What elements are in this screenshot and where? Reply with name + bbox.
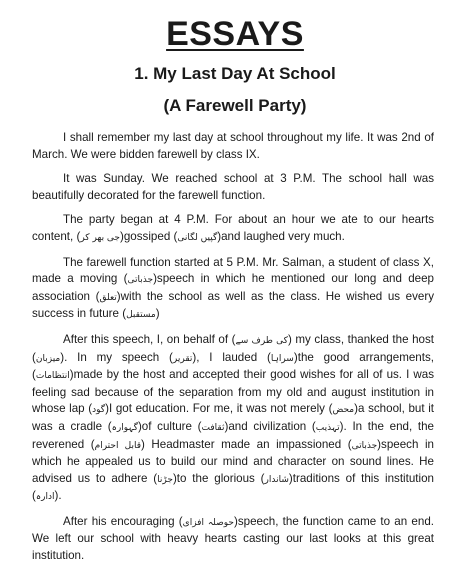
paragraph-text: The party began at 4 P.M. For about an hour we ate to our hearts content, ( [32,213,434,243]
essay-paragraph [32,130,434,163]
paragraph-text: ). In my speech ( [60,350,173,364]
page-heading: ESSAYS [166,15,304,53]
urdu-gloss: انتظامات [35,371,70,382]
paragraph-text: After his encouraging ( [63,514,183,528]
paragraph-text: )speech in which he appealed us to build our mind and character on sound lines. He advised us to adhere ( [32,437,434,485]
urdu-gloss: تعلق [99,292,117,303]
essay-body [32,130,434,573]
paragraph-text: )of culture ( [137,419,202,433]
paragraph-text: After this speech, I, on behalf of ( [63,332,236,346]
urdu-gloss: شاندار [264,474,289,485]
paragraph-text: )traditions of this institution ( [32,471,434,503]
urdu-gloss: گہوارہ [111,422,138,433]
urdu-gloss: تقریر [172,353,193,364]
paragraph-text: ) my class, thanked the host ( [32,332,434,364]
paragraph-text: I shall remember my last day at school throughout my life. It was 2nd of March. We were bidden farewell by class IX. [32,131,434,161]
urdu-gloss: جڑنا [157,474,173,485]
paragraph-text: ) [155,307,160,321]
paragraph-text: )to the glorious ( [172,471,265,485]
urdu-gloss: محض [332,405,355,416]
paragraph-text: ), I lauded ( [192,350,271,364]
urdu-gloss: جی بھر کر [80,232,120,243]
paragraph-text: It was Sunday. We reached school at 3 P.M. The school hall was beautifully decorated for the farewell function. [32,172,434,202]
urdu-gloss: ادارہ [35,492,55,503]
urdu-gloss: مستقبل [126,310,156,321]
essay-paragraph [32,255,434,324]
urdu-gloss: میزبان [35,353,61,364]
paragraph-text: )and laughed very much. [217,229,345,243]
paragraph-text: )and civilization ( [224,419,316,433]
paragraph-text: ). In the end, the reverened ( [32,419,435,451]
urdu-gloss: جذباتی [127,275,154,286]
urdu-gloss: گپیں لگانی [177,232,218,243]
urdu-gloss: سراہا [270,353,294,364]
essay-subtitle: (A Farewell Party) [163,96,307,115]
paragraph-text: )gossiped ( [120,229,178,243]
paragraph-text: )made by the host and accepted their good wishes for all of us. I was feeling sad because of the separation from my old and august institution in whose lap ( [32,368,434,416]
paragraph-text: )speech in which he mentioned our long and deep association ( [32,272,435,303]
paragraph-text: )the good arrangements, ( [32,350,434,382]
paragraph-text: )I got education. For me, it was not merely ( [105,402,333,416]
paragraph-text: )with the school as well as the class. He wished us every success in future ( [32,289,434,321]
urdu-gloss: حوصلہ افزای [182,517,234,528]
urdu-gloss: تہذیب [315,422,340,433]
paragraph-text: )a school, but it was a cradle ( [32,402,435,433]
essay-paragraph [32,212,434,246]
essay-paragraph [32,171,434,204]
paragraph-text: ) Headmaster made an impassioned ( [141,437,352,451]
urdu-gloss: جذباتی [351,440,378,451]
essay-paragraph [32,514,434,565]
urdu-gloss: ثقافت [201,422,225,433]
paragraph-text: )speech, the function came to an end. We left our school with heavy hearts casting our last looks at this great institution. [32,514,434,563]
essay-paragraph [32,332,434,506]
urdu-gloss: گود [92,405,106,416]
essay-title: 1. My Last Day At School [134,64,336,83]
urdu-gloss: کی طرف سے [235,335,288,346]
urdu-gloss: قابل احترام [94,440,141,451]
paragraph-text: ). [54,489,62,503]
paragraph-text: The farewell function started at 5 P.M. Mr. Salman, a student of class X, made a moving ( [32,255,434,286]
